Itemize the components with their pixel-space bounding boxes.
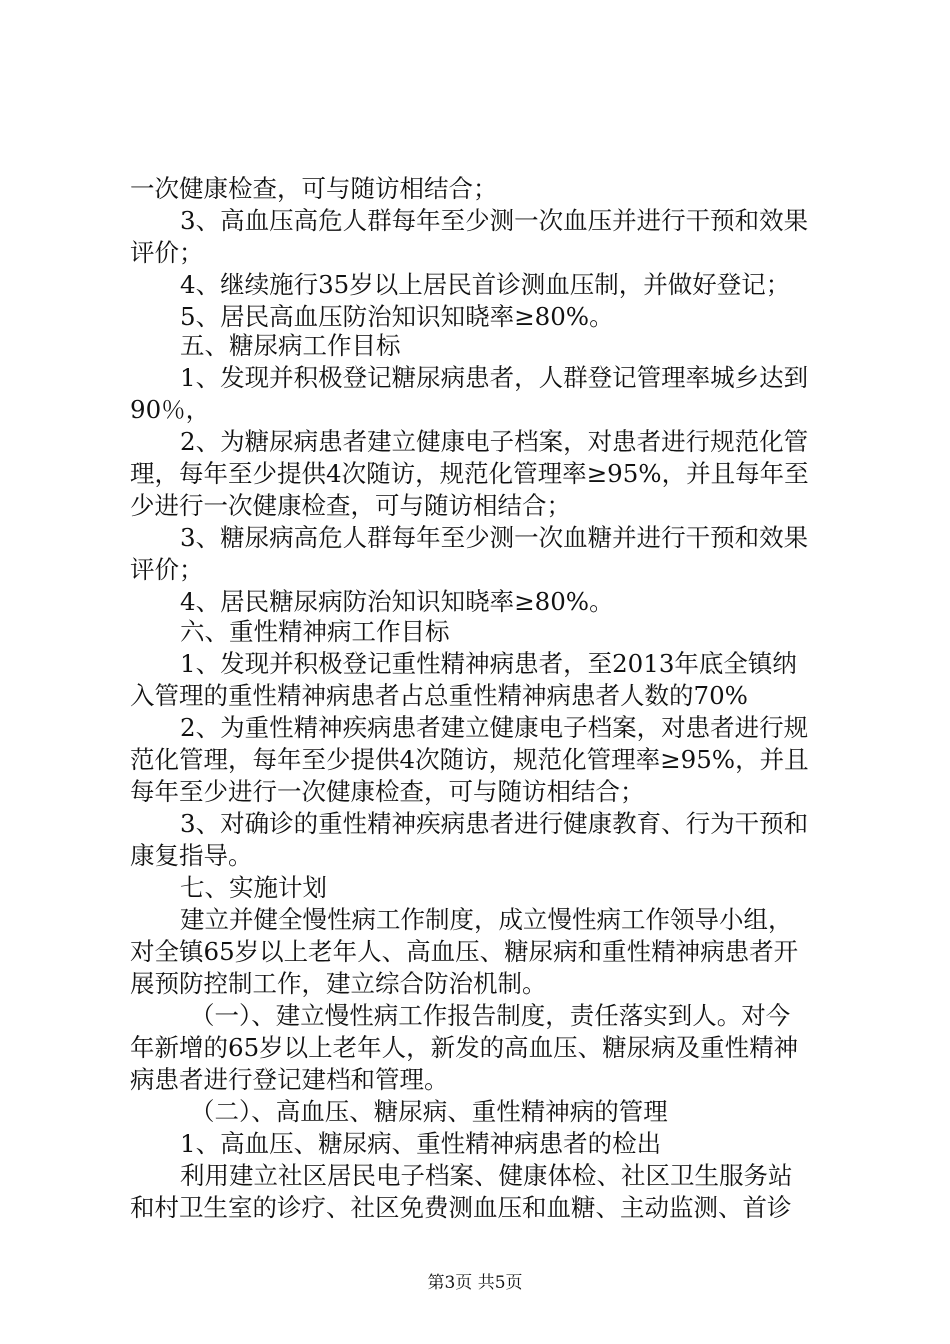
text-line: 病患者进行登记建档和管理。 bbox=[130, 1065, 449, 1094]
text-line: 范化管理，每年至少提供4次随访，规范化管理率≥95%，并且 bbox=[130, 745, 809, 774]
text-line: 建立并健全慢性病工作制度，成立慢性病工作领导小组， bbox=[180, 905, 793, 934]
page-footer: 第3页 共5页 bbox=[427, 1273, 523, 1293]
section-heading: 五、糖尿病工作目标 bbox=[180, 331, 401, 360]
section-heading: 六、重性精神病工作目标 bbox=[180, 617, 450, 646]
text-line: 1、发现并积极登记糖尿病患者，人群登记管理率城乡达到 bbox=[180, 363, 809, 392]
text-line: 2、为重性精神疾病患者建立健康电子档案，对患者进行规 bbox=[180, 713, 809, 742]
text-line: 4、继续施行35岁以上居民首诊测血压制，并做好登记； bbox=[180, 270, 791, 299]
text-line: 对全镇65岁以上老年人、高血压、糖尿病和重性精神病患者开 bbox=[130, 937, 799, 966]
text-line: 评价； bbox=[130, 238, 204, 267]
section-heading: （二）、高血压、糖尿病、重性精神病的管理 bbox=[190, 1097, 668, 1126]
text-line: 1、高血压、糖尿病、重性精神病患者的检出 bbox=[180, 1129, 662, 1158]
text-line: （一）、建立慢性病工作报告制度，责任落实到人。对今 bbox=[190, 1001, 791, 1030]
text-line: 3、对确诊的重性精神疾病患者进行健康教育、行为干预和 bbox=[180, 809, 809, 838]
text-line: 3、糖尿病高危人群每年至少测一次血糖并进行干预和效果 bbox=[180, 523, 809, 552]
text-line: 4、居民糖尿病防治知识知晓率≥80%。 bbox=[180, 587, 614, 616]
text-line: 利用建立社区居民电子档案、健康体检、社区卫生服务站 bbox=[180, 1161, 793, 1190]
text-line: 年新增的65岁以上老年人，新发的高血压、糖尿病及重性精神 bbox=[130, 1033, 799, 1062]
text-line: 1、发现并积极登记重性精神病患者，至2013年底全镇纳 bbox=[180, 649, 797, 678]
text-line: 评价； bbox=[130, 555, 204, 584]
text-line: 5、居民高血压防治知识知晓率≥80%。 bbox=[180, 302, 614, 331]
text-line: 展预防控制工作，建立综合防治机制。 bbox=[130, 969, 547, 998]
text-line: 3、高血压高危人群每年至少测一次血压并进行干预和效果 bbox=[180, 206, 809, 235]
text-line: 每年至少进行一次健康检查，可与随访相结合； bbox=[130, 777, 645, 806]
text-line: 一次健康检查，可与随访相结合； bbox=[130, 174, 498, 203]
text-line: 理，每年至少提供4次随访，规范化管理率≥95%，并且每年至 bbox=[130, 459, 809, 488]
text-line: 2、为糖尿病患者建立健康电子档案，对患者进行规范化管 bbox=[180, 427, 809, 456]
text-line: 90％， bbox=[130, 395, 211, 424]
text-line: 康复指导。 bbox=[130, 841, 253, 870]
section-heading: 七、实施计划 bbox=[180, 873, 327, 902]
text-line: 入管理的重性精神病患者占总重性精神病患者人数的70% bbox=[130, 681, 748, 710]
text-line: 和村卫生室的诊疗、社区免费测血压和血糖、主动监测、首诊 bbox=[130, 1193, 792, 1222]
text-line: 少进行一次健康检查，可与随访相结合； bbox=[130, 491, 571, 520]
